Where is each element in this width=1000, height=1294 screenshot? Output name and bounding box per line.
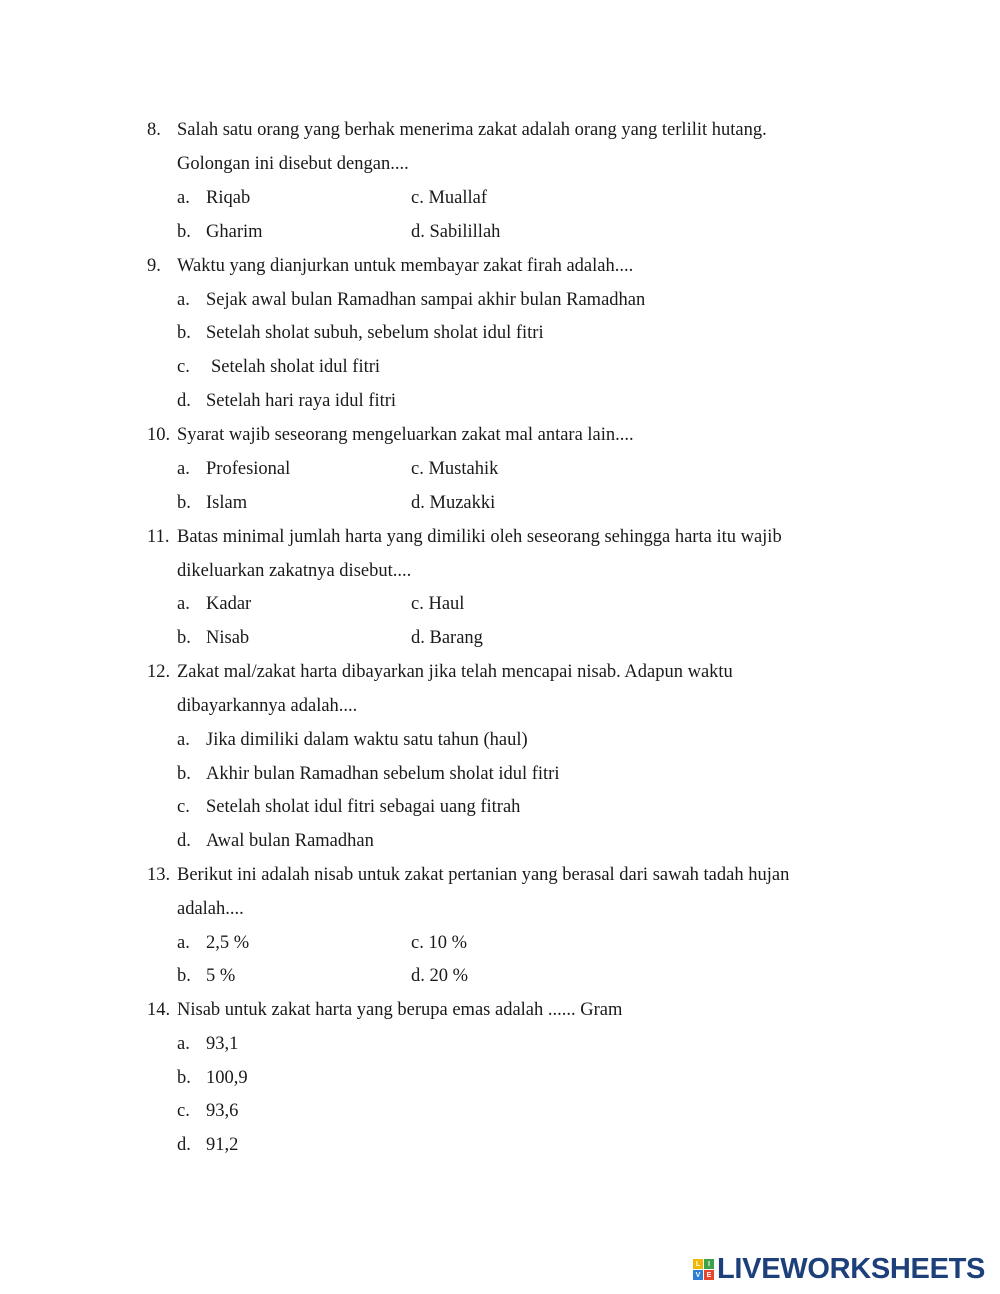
question-11-option-b-letter: b. (177, 628, 191, 648)
question-9-option-c-text: Setelah sholat idul fitri (211, 357, 381, 377)
question-14-option-a-text: 93,1 (206, 1034, 239, 1054)
question-9-option-b-letter: b. (177, 323, 191, 343)
question-12-text-line-1: Zakat mal/zakat harta dibayarkan jika telah mencapai nisab. Adapun waktu (177, 662, 733, 682)
question-10-option-a-letter: a. (177, 459, 190, 479)
question-14-option-b-text: 100,9 (206, 1068, 248, 1088)
question-14-option-a-letter: a. (177, 1034, 190, 1054)
question-8-option-c-text: c. Muallaf (411, 188, 488, 208)
question-14-text-line-1: Nisab untuk zakat harta yang berupa emas adalah ...... Gram (177, 1000, 623, 1020)
question-10-option-d-text: d. Muzakki (411, 493, 496, 513)
question-12-option-b-text: Akhir bulan Ramadhan sebelum sholat idul fitri (206, 764, 560, 784)
question-12-number: 12. (147, 662, 171, 682)
question-12-option-c-letter: c. (177, 797, 190, 817)
question-14-option-d-letter: d. (177, 1135, 191, 1155)
logo-mark-i: I (704, 1259, 714, 1269)
logo-mark-v: V (693, 1270, 703, 1280)
question-14-option-b-letter: b. (177, 1068, 191, 1088)
question-8-number: 8. (147, 120, 161, 140)
question-13-option-a-letter: a. (177, 933, 190, 953)
question-13-number: 13. (147, 865, 171, 885)
question-8-text-line-1: Salah satu orang yang berhak menerima zakat adalah orang yang terlilit hutang. (177, 120, 767, 140)
logo-mark-e: E (704, 1270, 714, 1280)
question-11-option-a-text: Kadar (206, 594, 252, 614)
question-12-option-b-letter: b. (177, 764, 191, 784)
question-8-option-d-text: d. Sabilillah (411, 222, 501, 242)
question-9-option-c-letter: c. (177, 357, 190, 377)
question-11-option-d-text: d. Barang (411, 628, 483, 648)
liveworksheets-logo-text: LIVEWORKSHEETS (717, 1253, 986, 1285)
question-11-option-b-text: Nisab (206, 628, 250, 648)
question-12-option-a-letter: a. (177, 730, 190, 750)
question-13-option-b-text: 5 % (206, 966, 236, 986)
question-14-option-d-text: 91,2 (206, 1135, 239, 1155)
question-11-number: 11. (147, 527, 170, 547)
question-10-option-c-text: c. Mustahik (411, 459, 499, 479)
question-14-option-c-letter: c. (177, 1101, 190, 1121)
question-10-text-line-1: Syarat wajib seseorang mengeluarkan zakat mal antara lain.... (177, 425, 634, 445)
question-11-text-line-1: Batas minimal jumlah harta yang dimiliki oleh seseorang sehingga harta itu wajib (177, 527, 782, 547)
question-13-option-d-text: d. 20 % (411, 966, 469, 986)
question-11-option-a-letter: a. (177, 594, 190, 614)
liveworksheets-logo[interactable] (693, 1255, 985, 1284)
logo-mark-l: L (693, 1259, 703, 1269)
question-12-option-c-text: Setelah sholat idul fitri sebagai uang fitrah (206, 797, 521, 817)
question-11-text-line-2: dikeluarkan zakatnya disebut.... (177, 561, 412, 581)
question-12-option-d-letter: d. (177, 831, 191, 851)
question-14-option-c-text: 93,6 (206, 1101, 239, 1121)
question-9-text-line-1: Waktu yang dianjurkan untuk membayar zakat firah adalah.... (177, 256, 634, 276)
question-13-text-line-2: adalah.... (177, 899, 244, 919)
question-12-text-line-2: dibayarkannya adalah.... (177, 696, 358, 716)
question-10-number: 10. (147, 425, 171, 445)
question-13-option-a-text: 2,5 % (206, 933, 250, 953)
question-12-option-d-text: Awal bulan Ramadhan (206, 831, 374, 851)
question-14-number: 14. (147, 1000, 171, 1020)
question-10-option-a-text: Profesional (206, 459, 291, 479)
question-8-option-b-letter: b. (177, 222, 191, 242)
question-8-text-line-2: Golongan ini disebut dengan.... (177, 154, 409, 174)
question-9-option-a-letter: a. (177, 290, 190, 310)
question-8-option-b-text: Gharim (206, 222, 263, 242)
question-13-option-c-text: c. 10 % (411, 933, 467, 953)
question-8-option-a-text: Riqab (206, 188, 251, 208)
question-9-option-d-text: Setelah hari raya idul fitri (206, 391, 397, 411)
question-13-option-b-letter: b. (177, 966, 191, 986)
question-10-option-b-letter: b. (177, 493, 191, 513)
question-13-text-line-1: Berikut ini adalah nisab untuk zakat pertanian yang berasal dari sawah tadah hujan (177, 865, 790, 885)
question-9-option-d-letter: d. (177, 391, 191, 411)
liveworksheets-logo-icon (693, 1259, 714, 1280)
question-12-option-a-text: Jika dimiliki dalam waktu satu tahun (haul) (206, 730, 528, 750)
question-8-option-a-letter: a. (177, 188, 190, 208)
question-9-number: 9. (147, 256, 161, 276)
question-11-option-c-text: c. Haul (411, 594, 465, 614)
question-10-option-b-text: Islam (206, 493, 248, 513)
question-9-option-b-text: Setelah sholat subuh, sebelum sholat idul fitri (206, 323, 544, 343)
question-9-option-a-text: Sejak awal bulan Ramadhan sampai akhir bulan Ramadhan (206, 290, 646, 310)
